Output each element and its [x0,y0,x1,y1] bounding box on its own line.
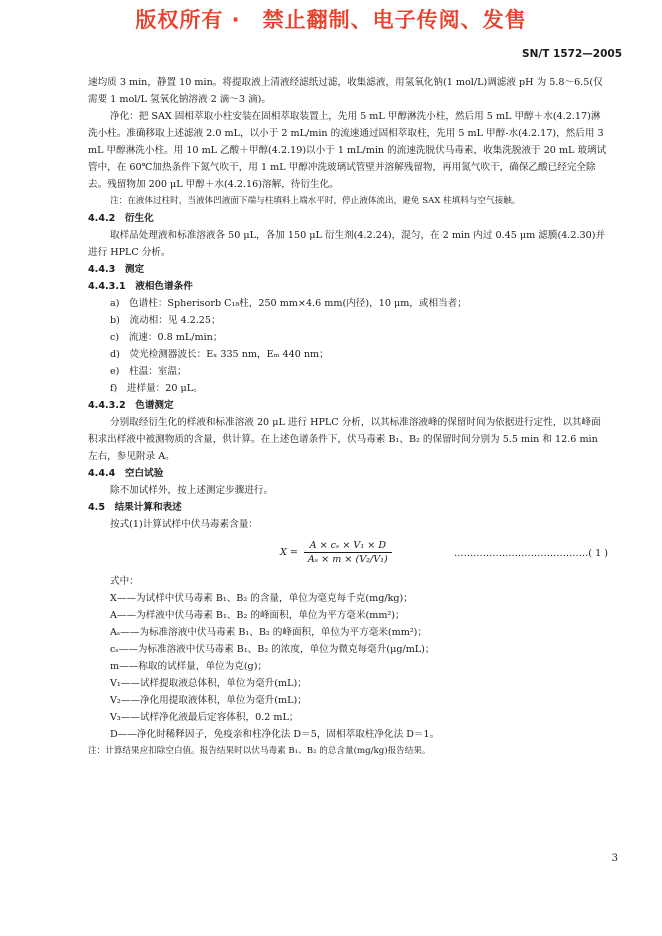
condition-item: e) 柱温：室温； [110,366,187,377]
definition-item: cₛ——为标准溶液中伏马毒素 B₁、B₂ 的浓度，单位为微克每毫升(μg/mL)； [110,644,435,655]
paragraph-formula-intro: 按式(1)计算试样中伏马毒素含量： [110,519,258,530]
formula-fraction [304,539,392,566]
definition-item: Aₛ——为标准溶液中伏马毒素 B₁、B₂ 的峰面积，单位为平方毫米(mm²)； [110,627,428,638]
formula-denominator: Aₛ × m × (V₂/V₁) [307,554,388,565]
heading-4-4-3-2: 4.4.3.2 色谱测定 [88,400,174,411]
standard-number: SN/T 1572—2005 [522,48,622,60]
heading-4-4-4: 4.4.4 空白试验 [88,468,164,479]
definition-item: V₁——试样提取液总体积，单位为毫升(mL)； [110,678,307,689]
condition-item: f) 进样量：20 μL。 [110,383,203,394]
paragraph-chromatography: 分别取经衍生化的样液和标准溶液 20 μL 进行 HPLC 分析，以其标准溶液峰的保留时间为依据进行定性，以其峰面积求出样液中被测物质的含量，供计算。在上述色谱条件下，伏马毒素 B₁、B₂ 的保留时间分别为 5.5 min 和 12.6 min 左右，参见附录 A。 [88,417,601,462]
definition-item: V₂——净化用提取液体积，单位为毫升(mL)； [110,695,307,706]
definition-item: X——为试样中伏马毒素 B₁、B₂ 的含量，单位为毫克每千克(mg/kg)； [110,593,413,604]
definitions-list [88,590,608,743]
note-column-loading: 注：在液体过柱时，当液体凹液面下端与柱填料上端水平时，停止液体流出，避免 SAX 柱填料与空气接触。 [110,196,521,206]
copyright-watermark: 版权所有 · 禁止翻制、电子传阅、发售 [135,8,527,32]
definition-item: A——为样液中伏马毒素 B₁、B₂ 的峰面积，单位为平方毫米(mm²)； [110,610,405,621]
formula-expression [280,539,392,566]
paragraph-blank-test: 除不加试样外，按上述测定步骤进行。 [110,485,274,496]
definition-item: D——净化时稀释因子，免疫亲和柱净化法 D＝5，固相萃取柱净化法 D＝1。 [110,729,440,740]
note-calculation: 注：计算结果应扣除空白值。报告结果时以伏马毒素 B₁、B₂ 的总含量(mg/kg)报告结果。 [88,746,431,756]
heading-4-4-3-1: 4.4.3.1 液相色谱条件 [88,281,193,292]
lc-conditions-list [88,295,608,397]
paragraph-derivatization: 取样品处理液和标准溶液各 50 μL，各加 150 μL 衍生剂(4.2.24)，混匀，在 2 min 内过 0.45 μm 滤膜(4.2.30)并进行 HPLC 分析。 [88,230,606,258]
definition-item: m——称取的试样量，单位为克(g)； [110,661,268,672]
condition-item: a) 色谱柱：Spherisorb C₁₈柱，250 mm×4.6 mm(内径)，10 μm，或相当者； [110,298,467,309]
definition-item: V₃——试样净化液最后定容体积，0.2 mL； [110,712,299,723]
heading-4-5: 4.5 结果计算和表述 [88,502,182,513]
where-label: 式中： [110,576,139,587]
page-number: 3 [611,853,618,864]
document-body [88,74,608,760]
condition-item: c) 流速：0.8 mL/min； [110,332,223,343]
paragraph-extraction: 速均质 3 min，静置 10 min。将提取液上清液经滤纸过滤，收集滤液，用氢氧化钠(1 mol/L)调滤液 pH 为 5.8～6.5(仅需要 1 mol/L 氢氧化钠溶液 2 滴～3 滴)。 [88,77,603,105]
heading-4-4-2: 4.4.2 衍生化 [88,213,154,224]
formula-1 [88,535,608,573]
condition-item: d) 荧光检测器波长：Eₓ 335 nm，Eₘ 440 nm； [110,349,329,360]
heading-4-4-3: 4.4.3 测定 [88,264,145,275]
formula-numerator: A × cₛ × V₁ × D [309,540,387,551]
formula-lhs: X = [280,547,298,558]
formula-number: ……………………………………( 1 ) [453,548,608,559]
condition-item: b) 流动相：见 4.2.25； [110,315,221,326]
paragraph-cleanup: 净化：把 SAX 固相萃取小柱安装在固相萃取装置上，先用 5 mL 甲醇淋洗小柱，然后用 5 mL 甲醇＋水(4.2.17)淋洗小柱。准确移取上述滤液 2.0 mL，以小于 2 mL/min 的流速通过固相萃取柱，先用 5 mL 甲醇-水(4.2.17)，然后用 3 mL 甲醇淋洗小柱。用 10 mL 乙酸＋甲醇(4.2.19)以小于 1 mL/min 的流速洗脱伏马毒素，收集洗脱液于 20 mL 玻璃试管中，在 60℃加热条件下氮气吹干，用 1 mL 甲醇冲洗玻璃试管壁并溶解残留物，再用氮气吹干，确保乙酸已经完全除去。残留物加 200 μL 甲醇＋水(4.2.16)溶解，待衍生化。 [88,111,607,190]
